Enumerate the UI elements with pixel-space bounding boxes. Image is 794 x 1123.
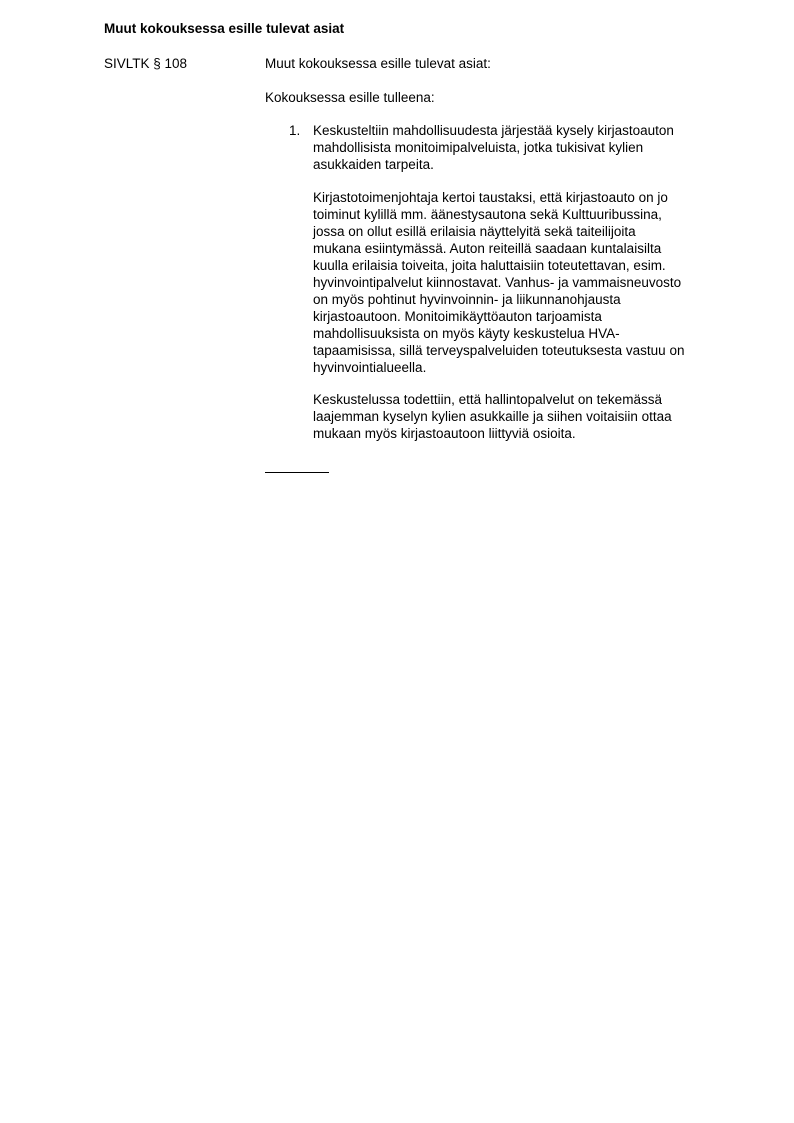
- list-item-number: 1.: [289, 123, 301, 138]
- signature-divider: [265, 472, 329, 473]
- paragraph-2: [313, 189, 723, 376]
- paragraph-line: asukkaiden tarpeita.: [313, 157, 434, 172]
- paragraph-line: jossa on ollut esillä erilaisia näyttelyitä sekä taiteilijoita: [313, 224, 636, 239]
- paragraph-line: hyvinvointialueella.: [313, 360, 427, 375]
- paragraph-line: Keskustelussa todettiin, että hallintopalvelut on tekemässä: [313, 392, 662, 407]
- paragraph-line: mukana esiintymässä. Auton reiteillä saadaan kuntalaisilta: [313, 241, 662, 256]
- paragraph-line: Keskusteltiin mahdollisuudesta järjestää kysely kirjastoauton: [313, 123, 674, 138]
- paragraph-line: kirjastoautoon. Monitoimikäyttöauton tarjoamista: [313, 309, 602, 324]
- paragraph-line: kuulla erilaisia toiveita, joita haluttaisiin toteutettavan, esim.: [313, 258, 666, 273]
- paragraph-line: mahdollisista monitoimipalveluista, jotka tukisivat kylien: [313, 140, 644, 155]
- page-title: Muut kokouksessa esille tulevat asiat: [104, 21, 345, 36]
- paragraph-line: tapaamisissa, sillä terveyspalveluiden toteutuksesta vastuu on: [313, 343, 685, 358]
- paragraph-1: [313, 122, 723, 173]
- paragraph-line: on myös pohtinut hyvinvoinnin- ja liikunnanohjausta: [313, 292, 621, 307]
- intro-text: Kokouksessa esille tulleena:: [265, 90, 435, 105]
- paragraph-line: laajemman kyselyn kylien asukkaille ja siihen voitaisiin ottaa: [313, 409, 672, 424]
- paragraph-3: [313, 391, 723, 442]
- paragraph-line: toiminut kylillä mm. äänestysautona sekä Kulttuuribussina,: [313, 207, 662, 222]
- paragraph-line: mahdollisuuksista on myös käyty keskustelua HVA-: [313, 326, 620, 341]
- section-number: SIVLTK § 108: [104, 56, 188, 71]
- paragraph-line: Kirjastotoimenjohtaja kertoi taustaksi, että kirjastoauto on jo: [313, 190, 668, 205]
- paragraph-line: mukaan myös kirjastoautoon liittyviä osioita.: [313, 426, 576, 441]
- section-title: Muut kokouksessa esille tulevat asiat:: [265, 56, 491, 71]
- paragraph-line: hyvinvointipalvelut kiinnostavat. Vanhus- ja vammaisneuvosto: [313, 275, 682, 290]
